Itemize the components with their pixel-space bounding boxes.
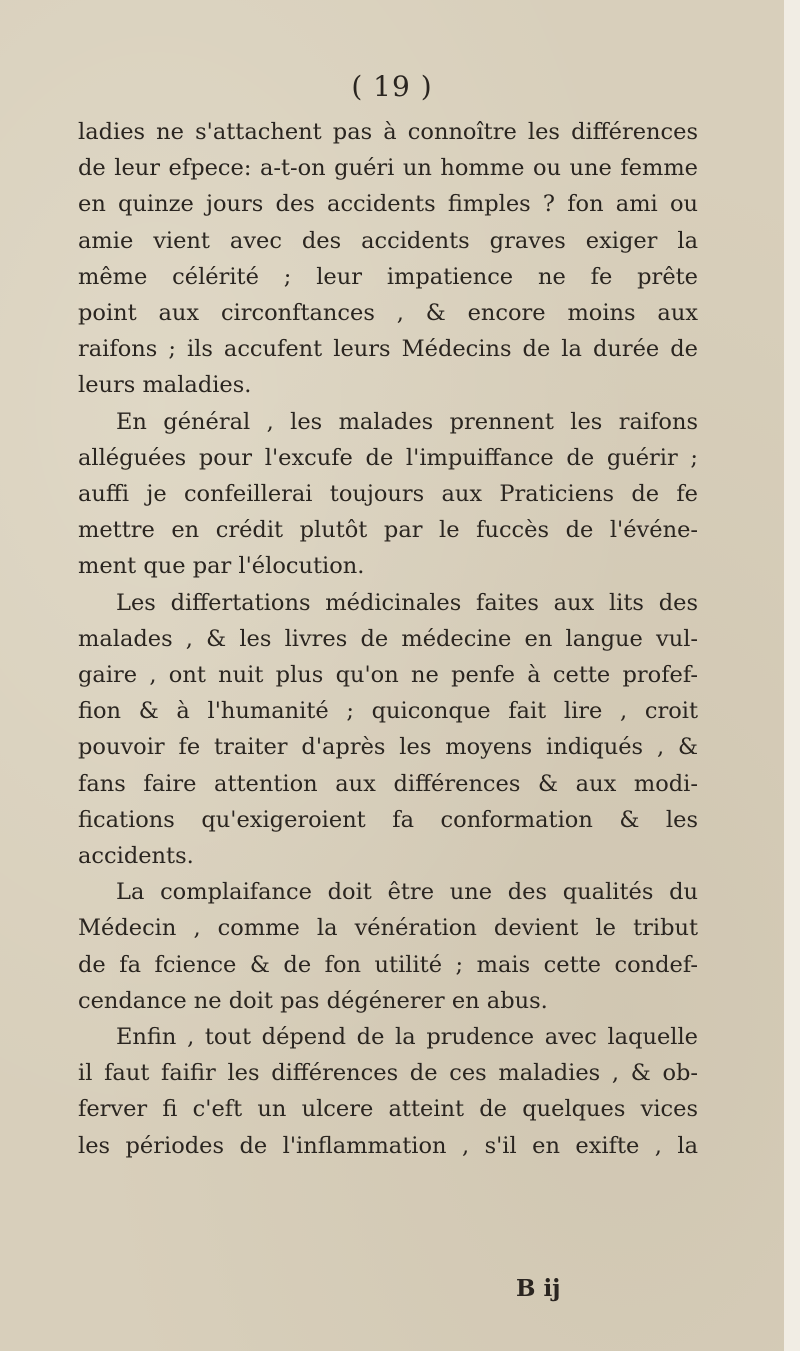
- text-line: même célérité ; leur impatience ne fe prête: [78, 263, 698, 290]
- text-line: Enfin , tout dépend de la prudence avec laquelle: [116, 1024, 698, 1051]
- text-line: mettre en crédit plutôt par le fuccès de l'événe-: [78, 517, 698, 544]
- text-line: de leur efpece: a-t-on guéri un homme ou une femme: [78, 155, 698, 182]
- text-line: Médecin , comme la vénération devient le tribut: [78, 915, 698, 942]
- text-line: En général , les malades prennent les raifons: [116, 408, 698, 435]
- text-line: accidents.: [78, 843, 194, 870]
- text-line: La complaifance doit être une des qualités du: [116, 879, 698, 906]
- page-edge: [784, 0, 800, 1351]
- text-line: malades , & les livres de médecine en langue vul-: [78, 625, 698, 652]
- text-line: ment que par l'élocution.: [78, 553, 365, 580]
- text-line: en quinze jours des accidents fimples ? fon ami ou: [78, 191, 698, 218]
- text-line: de fa fcience & de fon utilité ; mais cette condef-: [78, 951, 698, 978]
- text-line: ladies ne s'attachent pas à connoître les différences: [78, 119, 698, 145]
- text-line: gaire , ont nuit plus qu'on ne penfe à cette profef-: [78, 662, 698, 689]
- text-line: auffi je confeillerai toujours aux Praticiens de fe: [78, 481, 698, 508]
- text-line: ferver fi c'eft un ulcere atteint de quelques vices: [78, 1096, 698, 1123]
- text-line: cendance ne doit pas dégénerer en abus.: [78, 987, 548, 1014]
- signature-mark: B ij: [516, 1275, 561, 1302]
- text-line: fications qu'exigeroient fa conformation & les: [78, 806, 698, 833]
- text-line: les périodes de l'inflammation , s'il en exifte , la: [78, 1132, 698, 1159]
- text-line: il faut faifir les différences de ces maladies , & ob-: [78, 1060, 698, 1087]
- text-line: fion & à l'humanité ; quiconque fait lire , croit: [78, 698, 698, 725]
- body-text: [78, 114, 698, 1164]
- text-line: raifons ; ils accufent leurs Médecins de la durée de: [78, 336, 698, 363]
- page-number: ( 19 ): [351, 70, 433, 103]
- text-line: alléguées pour l'excufe de l'impuiffance de guérir ;: [78, 444, 698, 471]
- text-line: leurs maladies.: [78, 372, 252, 399]
- text-line: amie vient avec des accidents graves exiger la: [78, 227, 698, 254]
- text-line: Les differtations médicinales faites aux lits des: [116, 589, 698, 616]
- text-line: pouvoir fe traiter d'après les moyens indiqués , &: [78, 734, 698, 761]
- text-line: fans faire attention aux différences & aux modi-: [78, 770, 698, 797]
- text-line: point aux circonftances , & encore moins aux: [78, 300, 698, 327]
